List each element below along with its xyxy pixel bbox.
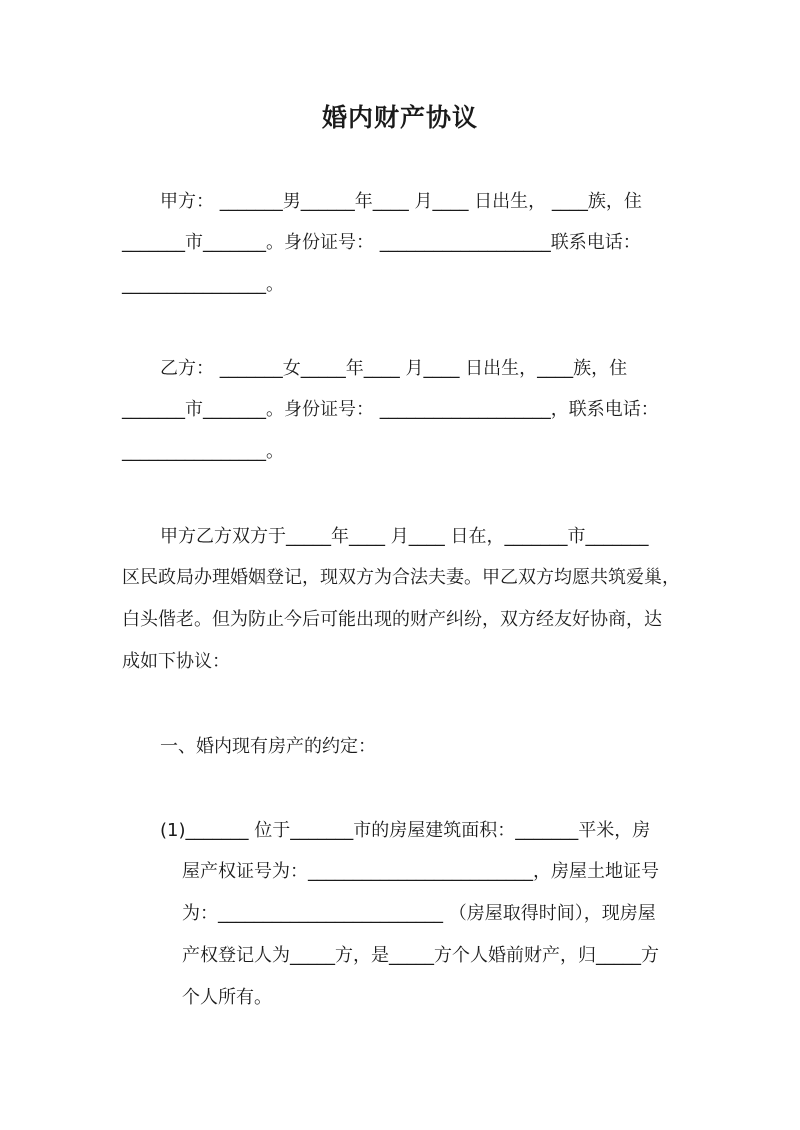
- clause-1-line-5: 个人所有。: [182, 987, 272, 1008]
- section-1-heading: 一、婚内现有房产的约定：: [160, 736, 376, 757]
- party-b-line-3: ________________。: [122, 441, 284, 462]
- party-b-line-2: _______市_______。身份证号： ___________________，联系电话：: [122, 399, 659, 420]
- document-title: 婚内财产协议: [321, 103, 478, 132]
- clause-1-line-1: (1)_______ 位于_______市的房屋建筑面积：_______平米，房: [160, 820, 651, 841]
- party-a-line-2: _______市_______。身份证号： ___________________联系电话：: [122, 232, 641, 253]
- clause-1-line-4: 产权登记人为_____方，是_____方个人婚前财产，归_____方: [182, 945, 659, 966]
- party-a-line-3: ________________。: [122, 274, 284, 295]
- clause-1-line-3: 为：_________________________ （房屋取得时间），现房屋: [182, 903, 656, 924]
- intro-line-4: 成如下协议：: [122, 651, 230, 672]
- party-a-line-1: 甲方： _______男______年____ 月____ 日出生， ____族，住: [160, 191, 642, 212]
- party-b-line-1: 乙方： _______女_____年____ 月____ 日出生，____族，住: [160, 358, 628, 379]
- intro-line-2: 区民政局办理婚姻登记，现双方为合法夫妻。甲乙双方均愿共筑爱巢，: [122, 567, 680, 588]
- clause-1-line-2: 屋产权证号为：_________________________，房屋土地证号: [182, 861, 659, 882]
- intro-line-3: 白头偕老。但为防止今后可能出现的财产纠纷，双方经友好协商，达: [122, 609, 662, 630]
- intro-line-1: 甲方乙方双方于_____年____ 月____ 日在，_______市_______: [160, 526, 649, 547]
